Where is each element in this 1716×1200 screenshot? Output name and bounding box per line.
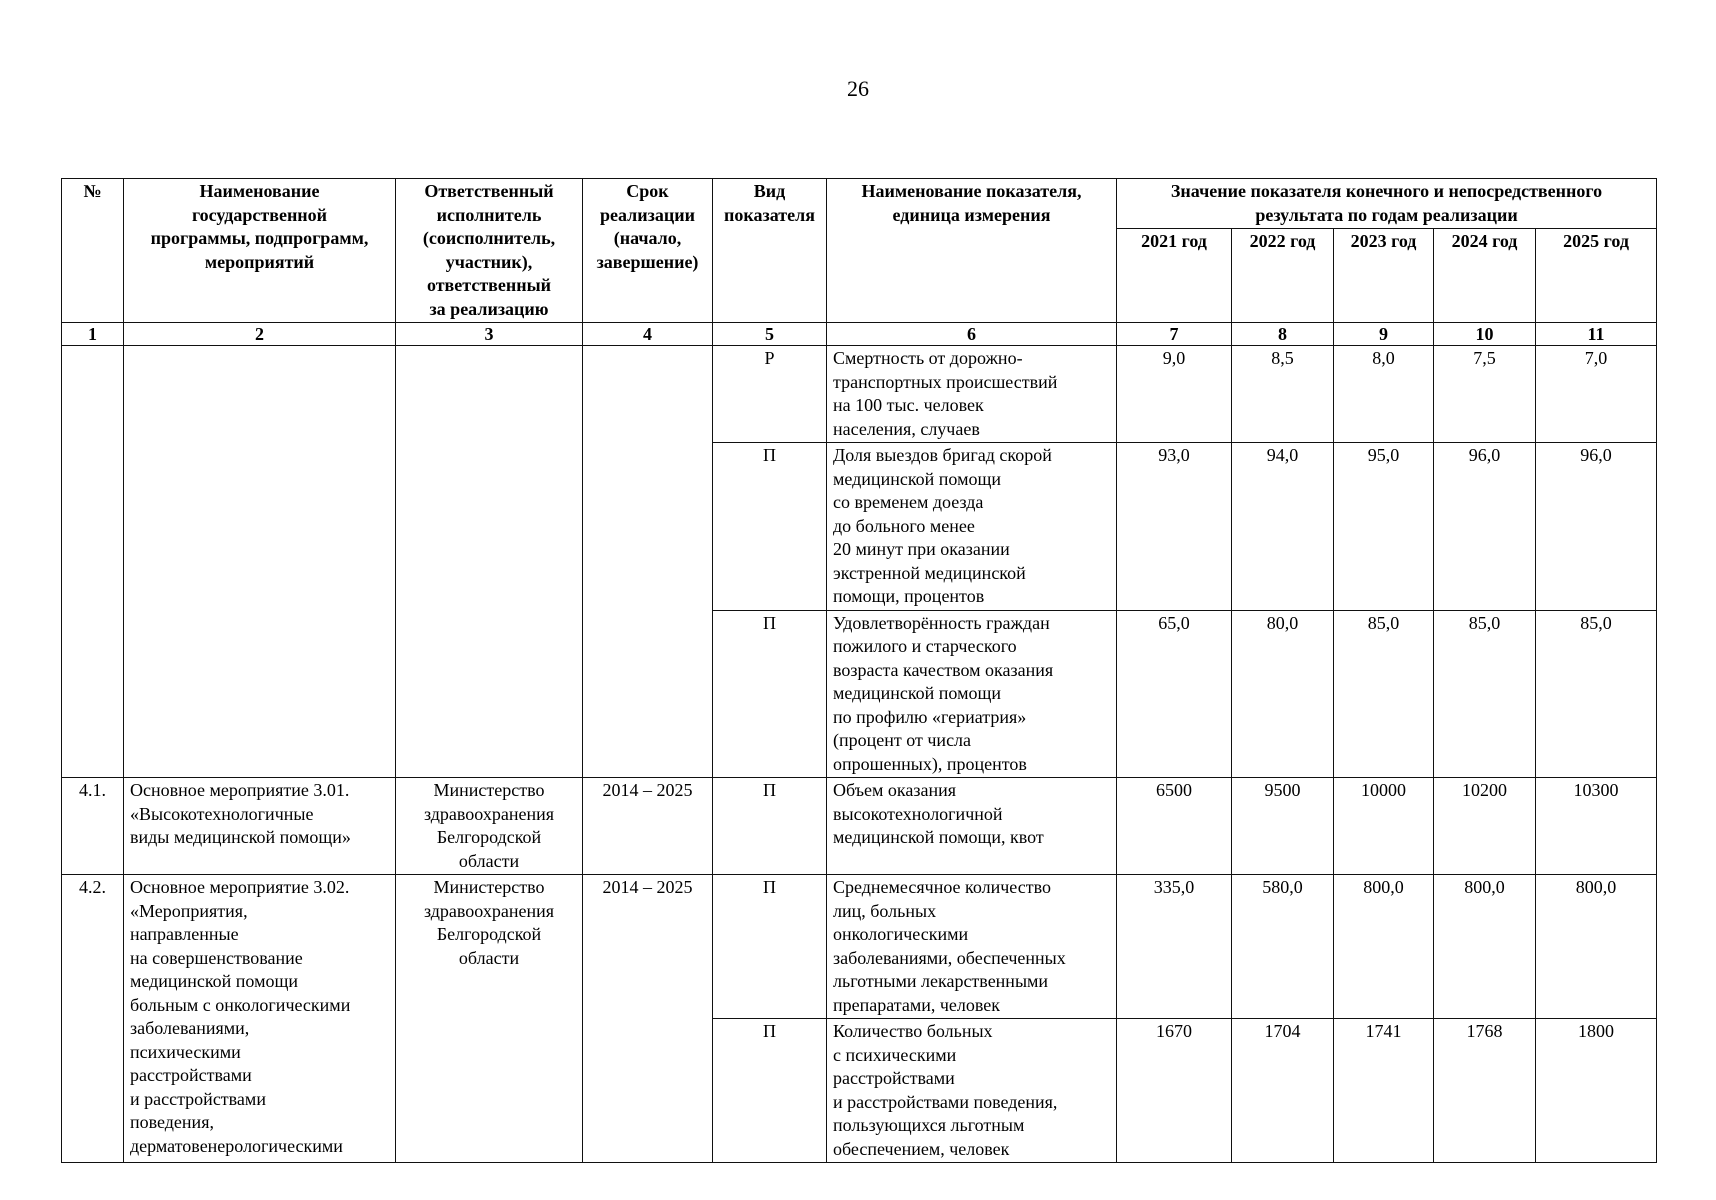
column-number: 2 (124, 323, 396, 346)
column-number: 4 (583, 323, 713, 346)
value-2023: 85,0 (1334, 610, 1434, 778)
continued-program-cell (124, 346, 396, 778)
value-2024: 7,5 (1434, 346, 1536, 443)
implementation-term: 2014 – 2025 (583, 778, 713, 875)
header-no: № (62, 179, 124, 323)
indicator-type: Р (713, 346, 827, 443)
column-number: 8 (1232, 323, 1334, 346)
value-2025: 7,0 (1536, 346, 1657, 443)
column-number: 6 (827, 323, 1117, 346)
program-name: Основное мероприятие 3.02. «Мероприятия, направленные на совершенствование медицинской помощи больным с онкологическими заболеваниями, психическими расстройствами и расстройствами поведения, дерматовенерологическими (124, 875, 396, 1163)
page-number: 26 (847, 76, 869, 101)
indicator-name: Среднемесячное количество лиц, больных онкологическими заболеваниями, обеспеченных льготными лекарственными препаратами, человек (827, 875, 1117, 1019)
value-2023: 800,0 (1334, 875, 1434, 1019)
continued-no-cell (62, 346, 124, 778)
value-2021: 1670 (1117, 1019, 1232, 1163)
value-2024: 85,0 (1434, 610, 1536, 778)
continued-term-cell (583, 346, 713, 778)
value-2021: 6500 (1117, 778, 1232, 875)
value-2025: 10300 (1536, 778, 1657, 875)
value-2022: 80,0 (1232, 610, 1334, 778)
value-2021: 335,0 (1117, 875, 1232, 1019)
value-2023: 8,0 (1334, 346, 1434, 443)
value-2025: 96,0 (1536, 443, 1657, 611)
responsible-executor: Министерство здравоохранения Белгородской области (396, 778, 583, 875)
table-row (62, 778, 1657, 875)
indicator-name: Доля выездов бригад скорой медицинской помощи со временем доезда до больного менее 20 минут при оказании экстренной медицинской помощи, процентов (827, 443, 1117, 611)
indicator-type: П (713, 610, 827, 778)
header-values-group: Значение показателя конечного и непосредственного результата по годам реализации (1117, 179, 1657, 229)
value-2025: 800,0 (1536, 875, 1657, 1019)
indicator-name: Объем оказания высокотехнологичной медицинской помощи, квот (827, 778, 1117, 875)
column-number: 11 (1536, 323, 1657, 346)
indicator-name: Количество больных с психическими расстройствами и расстройствами поведения, пользующихся льготным обеспечением, человек (827, 1019, 1117, 1163)
value-2022: 94,0 (1232, 443, 1334, 611)
column-number: 5 (713, 323, 827, 346)
value-2022: 1704 (1232, 1019, 1334, 1163)
row-number: 4.1. (62, 778, 124, 875)
header-year-2024: 2024 год (1434, 229, 1536, 323)
value-2021: 65,0 (1117, 610, 1232, 778)
table-row (62, 346, 1657, 443)
continued-responsible-cell (396, 346, 583, 778)
column-number: 10 (1434, 323, 1536, 346)
header-program: Наименование государственной программы, подпрограмм, мероприятий (124, 179, 396, 323)
row-number: 4.2. (62, 875, 124, 1163)
header-responsible: Ответственный исполнитель (соисполнитель, участник), ответственный за реализацию (396, 179, 583, 323)
indicator-type: П (713, 875, 827, 1019)
indicators-table (61, 178, 1657, 1163)
table-header (62, 179, 1657, 323)
indicator-type: П (713, 778, 827, 875)
value-2022: 8,5 (1232, 346, 1334, 443)
header-year-2023: 2023 год (1334, 229, 1434, 323)
value-2021: 93,0 (1117, 443, 1232, 611)
value-2023: 95,0 (1334, 443, 1434, 611)
column-number: 7 (1117, 323, 1232, 346)
value-2023: 10000 (1334, 778, 1434, 875)
value-2025: 1800 (1536, 1019, 1657, 1163)
value-2022: 580,0 (1232, 875, 1334, 1019)
value-2024: 1768 (1434, 1019, 1536, 1163)
column-number: 9 (1334, 323, 1434, 346)
indicator-name: Удовлетворённость граждан пожилого и старческого возраста качеством оказания медицинской помощи по профилю «гериатрия» (процент от числа опрошенных), процентов (827, 610, 1117, 778)
header-term: Срок реализации (начало, завершение) (583, 179, 713, 323)
table-row (62, 875, 1657, 1019)
indicator-type: П (713, 443, 827, 611)
indicator-type: П (713, 1019, 827, 1163)
value-2022: 9500 (1232, 778, 1334, 875)
column-number: 3 (396, 323, 583, 346)
value-2025: 85,0 (1536, 610, 1657, 778)
header-year-2022: 2022 год (1232, 229, 1334, 323)
header-indicator-name: Наименование показателя, единица измерения (827, 179, 1117, 323)
header-year-2025: 2025 год (1536, 229, 1657, 323)
value-2024: 10200 (1434, 778, 1536, 875)
program-name: Основное мероприятие 3.01. «Высокотехнологичные виды медицинской помощи» (124, 778, 396, 875)
value-2021: 9,0 (1117, 346, 1232, 443)
value-2024: 96,0 (1434, 443, 1536, 611)
value-2023: 1741 (1334, 1019, 1434, 1163)
column-numbers-row (62, 323, 1657, 346)
indicator-name: Смертность от дорожно- транспортных происшествий на 100 тыс. человек населения, случаев (827, 346, 1117, 443)
header-year-2021: 2021 год (1117, 229, 1232, 323)
column-number: 1 (62, 323, 124, 346)
header-indicator-type: Вид показателя (713, 179, 827, 323)
value-2024: 800,0 (1434, 875, 1536, 1019)
implementation-term: 2014 – 2025 (583, 875, 713, 1163)
responsible-executor: Министерство здравоохранения Белгородской области (396, 875, 583, 1163)
